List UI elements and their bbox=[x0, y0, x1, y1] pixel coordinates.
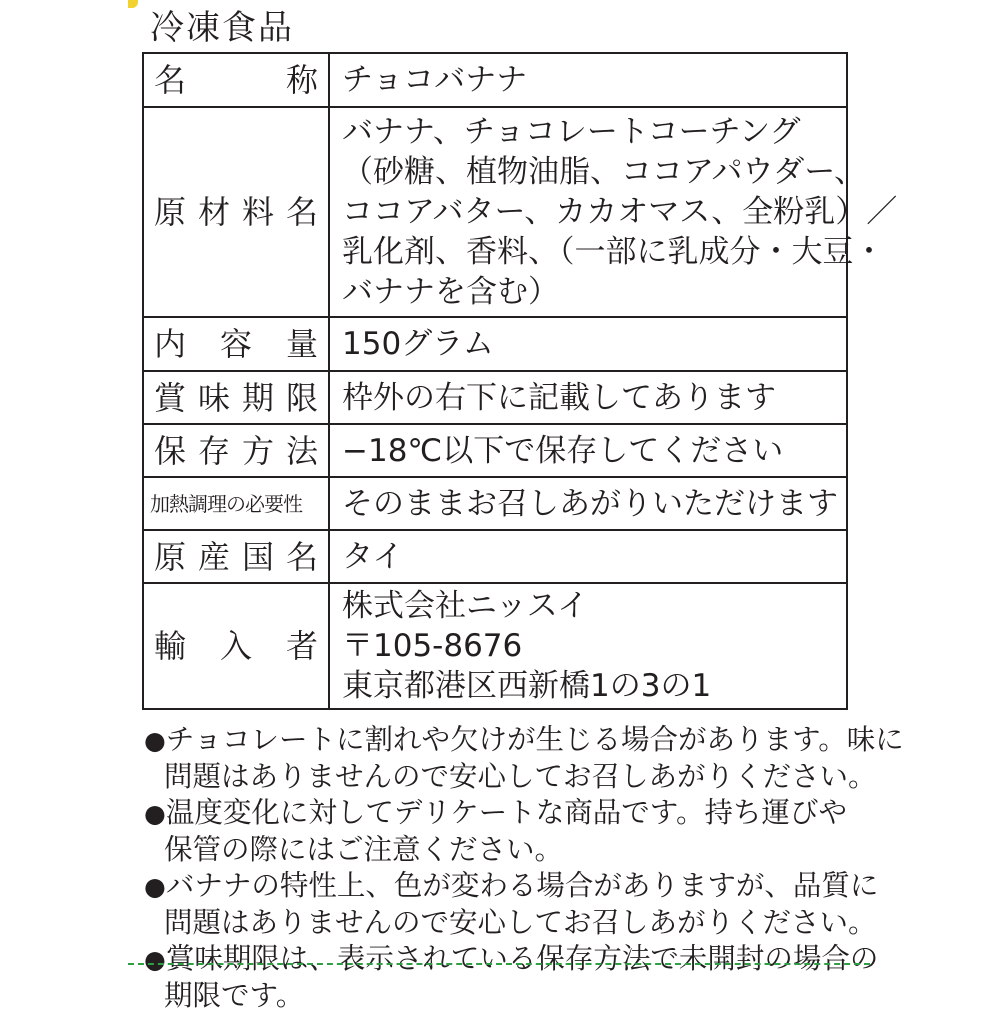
label-value-cell bbox=[329, 371, 847, 424]
label-key-char: 保 bbox=[154, 431, 187, 470]
label-key-char: 方 bbox=[241, 431, 274, 470]
label-key-cell bbox=[143, 477, 329, 530]
label-value-line: そのままお召しあがりいただけます bbox=[342, 485, 838, 522]
dashed-cut-line bbox=[128, 963, 870, 965]
table-row bbox=[143, 583, 847, 709]
note-text-line: 問題はありませんので安心してお召しあがりください。 bbox=[164, 906, 877, 939]
label-key-char: 内 bbox=[154, 325, 187, 363]
food-label-table bbox=[142, 52, 898, 710]
label-key-char: 容 bbox=[219, 325, 252, 363]
label-value-line: −18℃以下で保存してください bbox=[342, 432, 784, 469]
bullet-icon: ● bbox=[144, 799, 166, 828]
note-item bbox=[144, 795, 864, 868]
note-text-line: 問題はありませんので安心してお召しあがりください。 bbox=[164, 760, 877, 793]
note-item bbox=[144, 941, 879, 1014]
label-key-cell bbox=[143, 107, 329, 317]
table-row bbox=[143, 424, 847, 477]
label-key-char: 量 bbox=[285, 325, 318, 363]
label-key-char: 味 bbox=[197, 378, 230, 417]
label-key-cell bbox=[143, 371, 329, 424]
table-row bbox=[143, 371, 847, 424]
label-key-char: 原 bbox=[154, 537, 187, 576]
label-value-cell bbox=[329, 53, 847, 107]
label-value-line: バナナを含む） bbox=[342, 274, 559, 310]
label-value-line: 枠外の右下に記載してあります bbox=[342, 379, 776, 416]
label-key-char: 原 bbox=[154, 193, 187, 231]
label-key-cell bbox=[143, 424, 329, 477]
corner-decoration bbox=[128, 0, 138, 8]
label-key-char: 期 bbox=[241, 378, 274, 417]
label-key-cell bbox=[143, 53, 329, 107]
note-text-line: 温度変化に対してデリケートな商品です。持ち運びや bbox=[165, 796, 847, 829]
note-text-line: チョコレートに割れや欠けが生じる場合があります。味に bbox=[165, 723, 904, 756]
label-key-char: 産 bbox=[197, 537, 230, 576]
label-value-line: 〒105-8676 bbox=[342, 628, 523, 664]
label-value-line: チョコバナナ bbox=[342, 62, 528, 98]
label-value-cell bbox=[329, 424, 847, 477]
label-value-cell bbox=[329, 317, 847, 371]
label-value-line: （砂糖、植物油脂、ココアパウダー、 bbox=[342, 154, 865, 190]
table-row bbox=[143, 107, 847, 317]
label-key-char: 輸 bbox=[154, 627, 187, 665]
label-key-char: 賞 bbox=[154, 378, 187, 417]
note-item bbox=[144, 722, 904, 795]
note-item bbox=[144, 868, 879, 941]
caution-notes bbox=[144, 722, 904, 1014]
label-key-char: 名 bbox=[154, 61, 187, 99]
bullet-icon: ● bbox=[144, 726, 166, 755]
label-value-cell bbox=[329, 583, 847, 709]
page-title: 冷凍食品 bbox=[150, 8, 294, 48]
note-text-line: 期限です。 bbox=[164, 979, 305, 1012]
table-row bbox=[143, 317, 847, 371]
label-key-cell bbox=[143, 530, 329, 583]
table-row bbox=[143, 477, 847, 530]
note-text-line: バナナの特性上、色が変わる場合がありますが、品質に bbox=[165, 869, 879, 902]
label-value-line: 150グラム bbox=[342, 326, 494, 362]
label-key-char: 限 bbox=[285, 378, 318, 417]
label-key-char: 入 bbox=[219, 627, 252, 665]
label-value-line: タイ bbox=[342, 538, 404, 575]
label-key-char: 名 bbox=[285, 537, 318, 576]
label-key-char: 料 bbox=[241, 193, 274, 231]
table-row bbox=[143, 53, 847, 107]
label-key-cell bbox=[143, 583, 329, 709]
label-value-cell bbox=[329, 530, 847, 583]
label-key-char: 称 bbox=[285, 61, 318, 99]
label-value-line: 東京都港区西新橋1の3の1 bbox=[342, 668, 712, 704]
label-value-line: 株式会社ニッスイ bbox=[342, 588, 589, 624]
label-key-char: 法 bbox=[285, 431, 318, 470]
label-key-char: 国 bbox=[241, 537, 274, 576]
label-key-char: 材 bbox=[197, 193, 230, 231]
label-value-line: 乳化剤、香料、（一部に乳成分・大豆・ bbox=[342, 234, 885, 270]
label-key-char: 名 bbox=[285, 193, 318, 231]
note-text-line: 保管の際にはご注意ください。 bbox=[164, 833, 564, 866]
label-key-char: 者 bbox=[285, 627, 318, 665]
label-key-cell bbox=[143, 317, 329, 371]
label-key-text: 加熱調理の必要性 bbox=[150, 491, 302, 516]
label-value-line: ココアバター、カカオマス、全粉乳）／ bbox=[342, 194, 898, 230]
label-value-line: バナナ、チョコレートコーチング bbox=[342, 114, 801, 150]
bullet-icon: ● bbox=[144, 945, 166, 974]
label-value-cell bbox=[329, 107, 898, 317]
label-key-char: 存 bbox=[197, 431, 230, 470]
table-row bbox=[143, 530, 847, 583]
label-value-cell bbox=[329, 477, 847, 530]
note-text-line: 賞味期限は、表示されている保存方法で未開封の場合の bbox=[165, 942, 879, 975]
bullet-icon: ● bbox=[144, 872, 166, 901]
